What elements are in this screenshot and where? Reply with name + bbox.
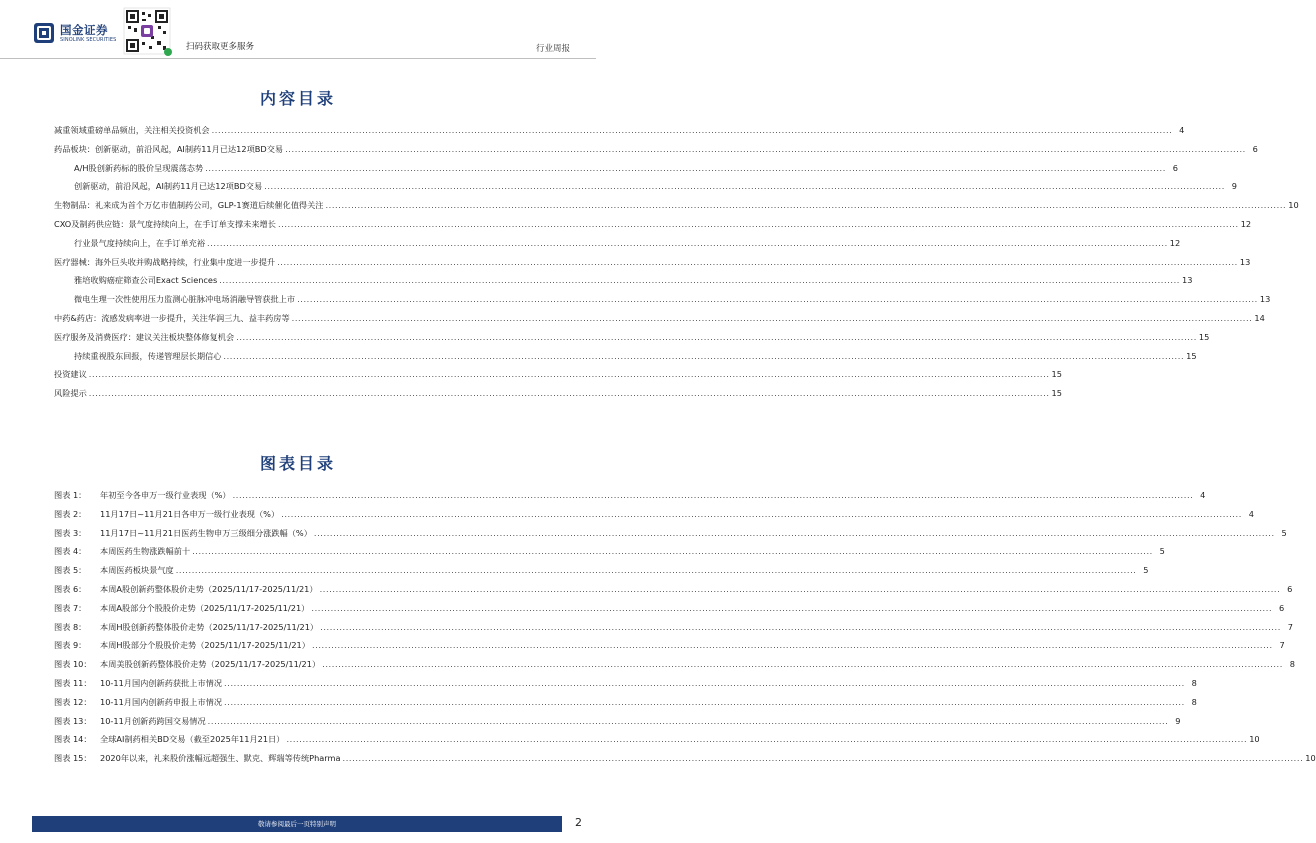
- dot-leader: ............................................................................................................................................................................................................................................................................................................: [219, 275, 1181, 286]
- dot-leader: ............................................................................................................................................................................................................................................................................................................: [232, 490, 1194, 500]
- figure-entry-title: 全球AI制药相关BD交易（截至2025年11月21日）: [100, 734, 285, 745]
- figure-entry[interactable]: [54, 523, 1287, 538]
- figure-entry-title: 10-11月国内创新药获批上市情况: [100, 678, 223, 688]
- figure-entry[interactable]: [54, 560, 1149, 576]
- dot-leader: ............................................................................................................................................................................................................................................................................................................: [175, 565, 1137, 576]
- dot-leader: ............................................................................................................................................................................................................................................................................................................: [322, 659, 1283, 670]
- figure-entry[interactable]: [54, 541, 1165, 557]
- footer-disclaimer: 敬请参阅最后一页特别声明: [258, 820, 336, 828]
- page-ref: 6: [1287, 584, 1293, 594]
- toc-entry-title: 减重领域重磅单品频出，关注相关投资机会: [54, 125, 210, 135]
- figure-entry-title: 2020年以来，礼来股价涨幅远超强生、默克、辉瑞等传统Pharma: [100, 753, 341, 764]
- footer-bar: [32, 816, 562, 832]
- page-ref: 8: [1191, 678, 1197, 688]
- toc-entry[interactable]: [54, 195, 1299, 211]
- figure-entry-title: 11月17日~11月21日各申万一级行业表现（%）: [100, 508, 280, 519]
- page-ref: 4: [1200, 490, 1206, 500]
- qr-code-icon[interactable]: [124, 8, 170, 54]
- figure-number: 图表 4：: [54, 546, 87, 557]
- toc-entry-title: CXO及制药供应链：景气度持续向上，在手订单支撑未来增长: [54, 219, 276, 229]
- page-ref: 13: [1182, 275, 1193, 286]
- page-ref: 15: [1186, 350, 1197, 361]
- logo-chinese-name: 国金证券: [60, 23, 108, 37]
- figures-title: 图表目录: [259, 454, 336, 473]
- figure-number: 图表 8：: [54, 621, 87, 632]
- dot-leader: ............................................................................................................................................................................................................................................................................................................: [319, 584, 1281, 594]
- page-ref: 15: [1051, 388, 1062, 399]
- figure-entry[interactable]: [54, 579, 1293, 594]
- page-ref: 6: [1172, 162, 1178, 173]
- toc-entry-title: 医疗器械：海外巨头收并购战略持续，行业集中度进一步提升: [54, 256, 276, 267]
- figure-entry[interactable]: [54, 504, 1254, 519]
- dot-leader: ............................................................................................................................................................................................................................................................................................................: [207, 237, 1168, 248]
- toc-entry[interactable]: [54, 252, 1251, 267]
- dot-leader: ............................................................................................................................................................................................................................................................................................................: [313, 527, 1275, 538]
- dot-leader: ............................................................................................................................................................................................................................................................................................................: [297, 294, 1258, 305]
- toc-entry-title: 中药&药店：流感发病率进一步提升，关注华润三九、益丰药房等: [54, 313, 290, 323]
- page-ref: 13: [1239, 256, 1251, 267]
- page-header: [0, 0, 596, 62]
- figure-number: 图表 11：: [54, 678, 92, 688]
- dot-leader: ............................................................................................................................................................................................................................................................................................................: [286, 734, 1248, 745]
- figure-entry-title: 10-11月创新药跨国交易情况: [100, 715, 206, 726]
- header-divider: [0, 58, 596, 59]
- logo-english-name: SINOLINK SECURITIES: [60, 37, 117, 43]
- figure-number: 图表 3：: [54, 527, 87, 538]
- dot-leader: ............................................................................................................................................................................................................................................................................................................: [88, 369, 1050, 380]
- toc-entry[interactable]: [54, 158, 1178, 173]
- dot-leader: ............................................................................................................................................................................................................................................................................................................: [264, 181, 1225, 192]
- toc-entry[interactable]: [54, 270, 1193, 286]
- figure-entry[interactable]: [54, 654, 1295, 670]
- page-ref: 12: [1169, 237, 1181, 248]
- figure-entry[interactable]: [54, 485, 1206, 500]
- dot-leader: ............................................................................................................................................................................................................................................................................................................: [325, 200, 1287, 211]
- figure-number: 图表 10：: [54, 659, 92, 670]
- page-ref: 15: [1198, 331, 1210, 342]
- toc-entry[interactable]: [54, 233, 1181, 248]
- page-ref: 7: [1279, 640, 1285, 651]
- toc-entry[interactable]: [54, 139, 1258, 154]
- dot-leader: ............................................................................................................................................................................................................................................................................................................: [211, 125, 1173, 135]
- dot-leader: ............................................................................................................................................................................................................................................................................................................: [311, 602, 1273, 613]
- toc-entry[interactable]: [54, 346, 1197, 361]
- toc-entry-title: 行业景气度持续向上，在手订单充裕: [74, 237, 206, 248]
- page-ref: 8: [1289, 659, 1295, 670]
- dot-leader: ............................................................................................................................................................................................................................................................................................................: [291, 313, 1253, 323]
- figure-entry-title: 10-11月国内创新药申报上市情况: [100, 696, 223, 707]
- figure-number: 图表 13：: [54, 715, 92, 726]
- figure-entry[interactable]: [54, 635, 1285, 651]
- page-ref: 5: [1281, 527, 1287, 538]
- page-ref: 10: [1288, 200, 1299, 211]
- page-ref: 9: [1175, 715, 1181, 726]
- figure-number: 图表 1：: [54, 490, 87, 500]
- page-ref: 8: [1191, 696, 1197, 707]
- page-ref: 7: [1287, 621, 1293, 632]
- toc-entry[interactable]: [54, 120, 1185, 135]
- toc-entry-title: 雅培收购癌症筛查公司Exact Sciences: [74, 275, 218, 286]
- dot-leader: ............................................................................................................................................................................................................................................................................................................: [223, 350, 1185, 361]
- figure-number: 图表 9：: [54, 640, 87, 651]
- page-ref: 6: [1252, 143, 1258, 154]
- dot-leader: ............................................................................................................................................................................................................................................................................................................: [207, 715, 1169, 726]
- page-ref: 9: [1231, 181, 1237, 192]
- dot-leader: ............................................................................................................................................................................................................................................................................................................: [277, 256, 1238, 267]
- figure-entry[interactable]: [54, 617, 1293, 632]
- figure-entry-title: 本周H股创新药整体股价走势（2025/11/17-2025/11/21）: [100, 621, 319, 632]
- figure-entry-title: 本周H股部分个股股价走势（2025/11/17-2025/11/21）: [100, 640, 310, 651]
- toc-entry-title: 创新驱动，前沿风起，AI制药11月已达12项BD交易: [74, 181, 263, 192]
- figure-number: 图表 6：: [54, 584, 87, 594]
- dot-leader: ............................................................................................................................................................................................................................................................................................................: [342, 753, 1304, 764]
- figure-number: 图表 2：: [54, 508, 87, 519]
- figure-number: 图表 14：: [54, 734, 92, 745]
- figure-entry-title: 本周美股创新药整体股价走势（2025/11/17-2025/11/21）: [100, 659, 321, 670]
- dot-leader: ............................................................................................................................................................................................................................................................................................................: [320, 621, 1281, 632]
- figure-entry-title: 本周A股部分个股股价走势（2025/11/17-2025/11/21）: [100, 602, 310, 613]
- toc-entry[interactable]: [54, 327, 1210, 342]
- figure-entry-title: 本周A股创新药整体股价走势（2025/11/17-2025/11/21）: [100, 584, 318, 594]
- figure-entry[interactable]: [54, 711, 1181, 726]
- page-ref: 13: [1259, 294, 1271, 305]
- dot-leader: ............................................................................................................................................................................................................................................................................................................: [192, 546, 1153, 557]
- dot-leader: ............................................................................................................................................................................................................................................................................................................: [281, 508, 1242, 519]
- dot-leader: ............................................................................................................................................................................................................................................................................................................: [88, 388, 1050, 399]
- page-ref: 12: [1240, 219, 1252, 229]
- toc-entry-title: 风险提示: [54, 388, 87, 399]
- toc-entry[interactable]: [54, 383, 1062, 399]
- toc-entry[interactable]: [54, 289, 1271, 305]
- figure-entry[interactable]: [54, 598, 1285, 613]
- figure-number: 图表 12：: [54, 696, 92, 707]
- figure-entry-title: 本周医药生物涨跌幅前十: [100, 546, 191, 557]
- toc-entry[interactable]: [54, 176, 1237, 192]
- figure-entry-title: 年初至今各申万一级行业表现（%）: [100, 490, 231, 500]
- page-ref: 15: [1051, 369, 1062, 380]
- toc-entry-title: 生物制品：礼来成为首个万亿市值制药公司，GLP-1赛道后续催化值得关注: [54, 200, 324, 211]
- page-ref: 10: [1305, 753, 1316, 764]
- toc-entry-title: A/H股创新药标的股价呈现震荡态势: [74, 162, 204, 173]
- page-ref: 6: [1278, 602, 1285, 613]
- report-type-label: 行业周报: [535, 44, 570, 54]
- toc-title: 内容目录: [259, 89, 336, 108]
- figure-number: 图表 7：: [54, 602, 87, 613]
- toc-entry[interactable]: [54, 364, 1062, 380]
- figure-entry[interactable]: [54, 729, 1260, 745]
- toc-entry[interactable]: [54, 308, 1265, 323]
- figure-entry[interactable]: [54, 692, 1197, 707]
- figure-number: 图表 15：: [54, 753, 92, 764]
- page-ref: 5: [1143, 565, 1149, 576]
- dot-leader: ............................................................................................................................................................................................................................................................................................................: [224, 696, 1185, 707]
- toc-entry[interactable]: [54, 214, 1252, 229]
- toc-entry-title: 医疗服务及消费医疗：建议关注板块整体修复机会: [54, 331, 235, 342]
- toc-entry-title: 持续重视股东回报，传递管理层长期信心: [74, 350, 222, 361]
- dot-leader: ............................................................................................................................................................................................................................................................................................................: [224, 678, 1185, 688]
- toc-entry-title: 微电生理一次性使用压力监测心脏脉冲电场消融导管获批上市: [74, 294, 296, 305]
- page-ref: 10: [1249, 734, 1260, 745]
- page-number: 2: [575, 816, 582, 829]
- dot-leader: ............................................................................................................................................................................................................................................................................................................: [277, 219, 1239, 229]
- page-ref: 5: [1159, 546, 1165, 557]
- figure-number: 图表 5：: [54, 565, 87, 576]
- qr-service-text: 扫码获取更多服务: [186, 42, 255, 52]
- figure-entry-title: 本周医药板块景气度: [100, 565, 174, 576]
- page-ref: 4: [1179, 125, 1185, 135]
- dot-leader: ............................................................................................................................................................................................................................................................................................................: [205, 162, 1166, 173]
- toc-entry-title: 药品板块：创新驱动，前沿风起，AI制药11月已达12项BD交易: [54, 143, 284, 154]
- figure-entry[interactable]: [54, 748, 1316, 764]
- page-ref: 14: [1254, 313, 1265, 323]
- dot-leader: ............................................................................................................................................................................................................................................................................................................: [285, 143, 1246, 154]
- toc-entry-title: 投资建议: [54, 369, 87, 380]
- figure-entry[interactable]: [54, 673, 1197, 688]
- dot-leader: ............................................................................................................................................................................................................................................................................................................: [236, 331, 1197, 342]
- dot-leader: ............................................................................................................................................................................................................................................................................................................: [311, 640, 1273, 651]
- page-ref: 4: [1248, 508, 1254, 519]
- sinolink-logo-icon: [33, 22, 55, 44]
- figure-entry-title: 11月17日~11月21日医药生物申万三级细分涨跌幅（%）: [100, 527, 312, 538]
